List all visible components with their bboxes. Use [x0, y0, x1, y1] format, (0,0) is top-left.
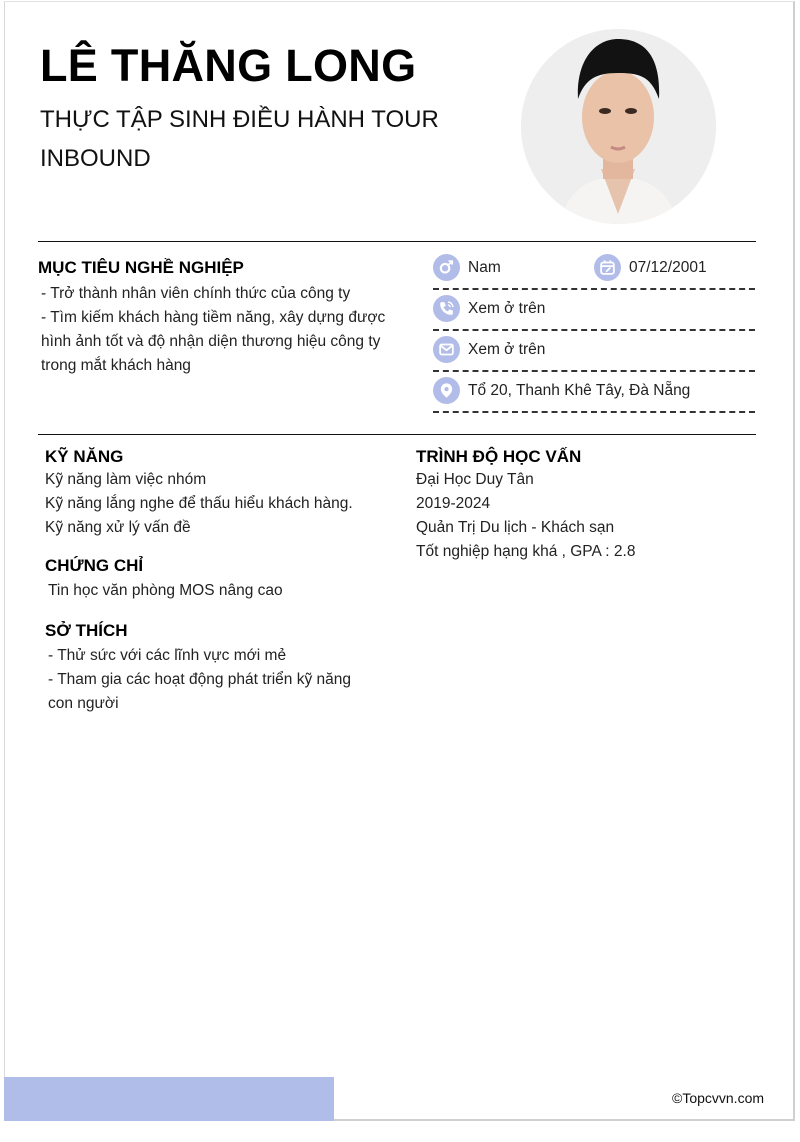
footer-accent-bar: [4, 1077, 334, 1121]
divider: [38, 434, 756, 435]
job-title: THỰC TẬP SINH ĐIỀU HÀNH TOUR INBOUND: [40, 106, 439, 172]
skills-list: [45, 468, 395, 540]
avatar: [521, 29, 716, 224]
hobby-item: - Thử sức với các lĩnh vực mới mẻ: [48, 647, 287, 664]
phone-row: [433, 288, 545, 329]
hobbies-heading: SỞ THÍCH: [45, 621, 128, 640]
phone-icon: [433, 295, 460, 322]
candidate-name: LÊ THĂNG LONG: [40, 40, 417, 91]
certificates-list: [48, 579, 398, 603]
copyright-text: ©Topcvvn.com: [672, 1090, 765, 1106]
skill-item: Kỹ năng xử lý vấn đề: [45, 519, 191, 536]
objective-line: - Tìm kiếm khách hàng tiềm năng, xây dựng được hình ảnh tốt và độ nhận diện thương hiệu công ty trong mắt khách hàng: [41, 309, 386, 374]
skill-item: Kỹ năng lắng nghe để thấu hiểu khách hàng.: [45, 495, 353, 512]
certificate-item: Tin học văn phòng MOS nâng cao: [48, 582, 283, 599]
phone-value: Xem ở trên: [468, 299, 546, 317]
hobbies-list: [48, 644, 378, 716]
email-value: Xem ở trên: [468, 340, 546, 358]
hobby-item: - Tham gia các hoạt động phát triển kỹ năng con người: [48, 671, 352, 712]
skills-heading: KỸ NĂNG: [45, 447, 124, 466]
birthday-value: 07/12/2001: [629, 258, 707, 276]
objective-line: - Trở thành nhân viên chính thức của công ty: [41, 285, 351, 302]
location-pin-icon: [433, 377, 460, 404]
gender-value: Nam: [468, 258, 501, 276]
education-details: [416, 468, 756, 564]
divider: [38, 241, 756, 242]
email-row: [433, 329, 545, 370]
calendar-icon: [594, 254, 621, 281]
address-row: [433, 370, 690, 411]
profile-photo-icon: [521, 29, 716, 224]
skill-item: Kỹ năng làm việc nhóm: [45, 471, 207, 488]
email-icon: [433, 336, 460, 363]
certificates-heading: CHỨNG CHỈ: [45, 556, 144, 575]
birthday-row: [594, 247, 707, 288]
dashed-divider: [433, 411, 755, 413]
gender-row: [433, 247, 501, 288]
education-major: Quản Trị Du lịch - Khách sạn: [416, 519, 615, 536]
education-period: 2019-2024: [416, 495, 491, 512]
objective-heading: MỤC TIÊU NGHỀ NGHIỆP: [38, 258, 244, 277]
education-heading: TRÌNH ĐỘ HỌC VẤN: [416, 447, 582, 466]
gender-icon: [433, 254, 460, 281]
objective-text: [41, 282, 396, 378]
address-value: Tổ 20, Thanh Khê Tây, Đà Nẵng: [468, 381, 691, 399]
education-school: Đại Học Duy Tân: [416, 471, 534, 488]
education-result: Tốt nghiệp hạng khá , GPA : 2.8: [416, 543, 636, 560]
